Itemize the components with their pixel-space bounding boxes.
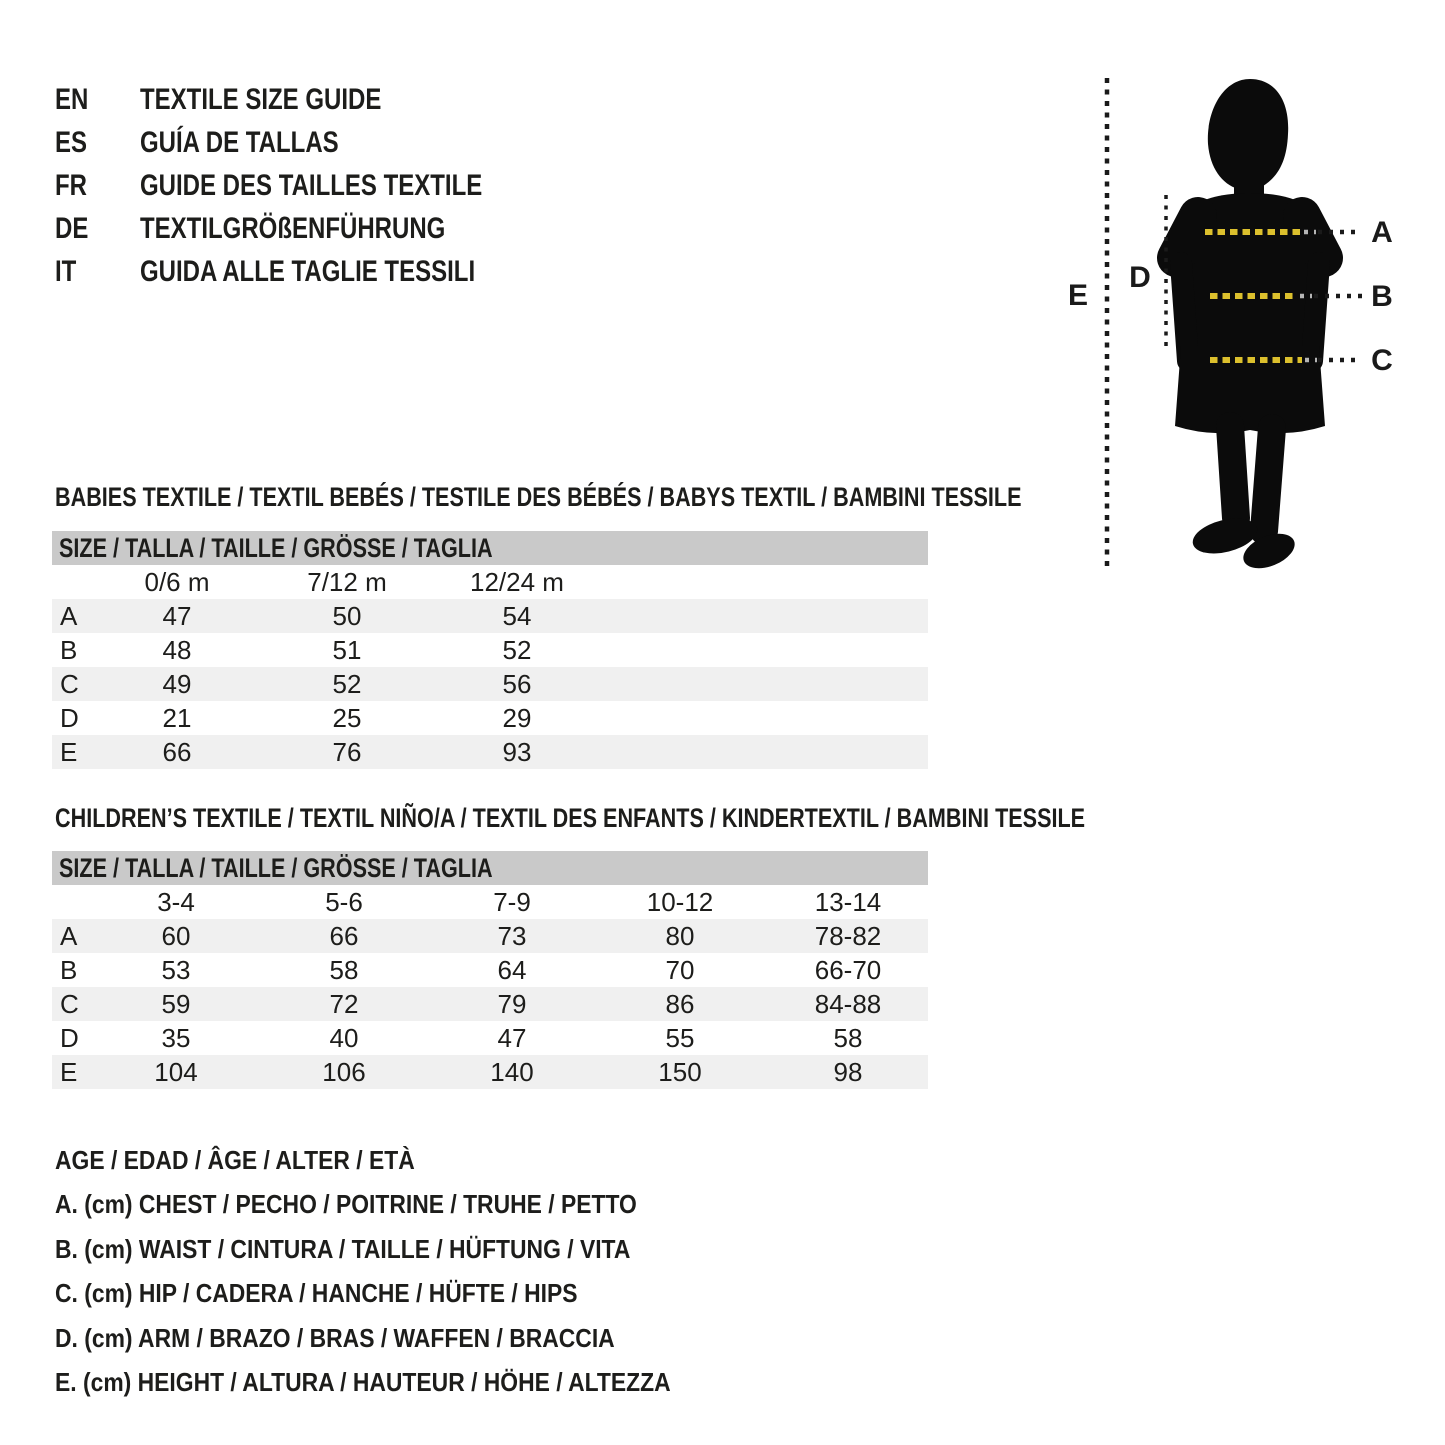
legend-arm: D. (cm) ARM / BRAZO / BRAS / WAFFEN / BRACCIA [55, 1322, 615, 1353]
title-es: GUÍA DE TALLAS [140, 125, 339, 159]
lang-row-de [55, 207, 568, 250]
table-row: D 35 40 47 55 58 [60, 1022, 863, 1053]
children-section-title: CHILDREN’S TEXTILE / TEXTIL NIÑO/A / TEXTIL DES ENFANTS / KINDERTEXTIL / BAMBINI TESSILE [55, 803, 1086, 833]
lang-code-it: IT [55, 254, 77, 288]
table-row: B 48 51 52 [60, 634, 532, 665]
table-row: C 49 52 56 [52, 667, 928, 701]
babies-col-1: 7/12 m [307, 566, 387, 597]
legend-age: AGE / EDAD / ÂGE / ALTER / ETÀ [55, 1144, 415, 1175]
lang-row-fr [55, 164, 568, 207]
children-column-header-row [52, 885, 928, 919]
label-c: C [1371, 344, 1393, 377]
table-row: A 47 50 54 [52, 599, 928, 633]
legend-hip: C. (cm) HIP / CADERA / HANCHE / HÜFTE / HIPS [55, 1278, 578, 1309]
title-fr: GUIDE DES TAILLES TEXTILE [140, 168, 483, 202]
babies-column-header-row [52, 565, 928, 599]
children-col-4: 13-14 [814, 886, 882, 917]
children-size-header-bar: SIZE / TALLA / TAILLE / GRÖSSE / TAGLIA [52, 851, 928, 885]
children-col-3: 10-12 [646, 886, 714, 917]
lang-row-it [55, 250, 568, 293]
label-b: B [1371, 280, 1393, 313]
babies-section-title: BABIES TEXTILE / TEXTIL BEBÉS / TESTILE DES BÉBÉS / BABYS TEXTIL / BAMBINI TESSILE [55, 482, 1022, 512]
lang-code-es: ES [55, 125, 88, 159]
table-row: C 59 72 79 86 84-88 [52, 987, 928, 1021]
babies-size-table [52, 531, 928, 769]
table-row: E 66 76 93 [52, 735, 928, 769]
measurement-legend [55, 1138, 755, 1405]
lang-code-de: DE [55, 211, 89, 245]
label-e: E [1067, 279, 1089, 312]
table-row: D 21 25 29 [60, 702, 532, 733]
babies-col-2: 12/24 m [470, 566, 564, 597]
children-col-0: 3-4 [157, 886, 195, 917]
table-row: E 104 106 140 150 98 [52, 1055, 928, 1089]
language-title-block [55, 78, 568, 293]
title-de: TEXTILGRÖßENFÜHRUNG [140, 211, 446, 245]
title-en: TEXTILE SIZE GUIDE [140, 82, 382, 116]
label-a: A [1371, 216, 1393, 249]
legend-chest: A. (cm) CHEST / PECHO / POITRINE / TRUHE / PETTO [55, 1189, 637, 1220]
measure-line-d [1129, 195, 1166, 352]
table-row: B 53 58 64 70 66-70 [60, 954, 882, 985]
lang-code-en: EN [55, 82, 89, 116]
children-col-1: 5-6 [325, 886, 363, 917]
babies-size-header-bar: SIZE / TALLA / TAILLE / GRÖSSE / TAGLIA [52, 531, 928, 565]
lang-row-es [55, 121, 568, 164]
label-d: D [1129, 261, 1151, 294]
lang-code-fr: FR [55, 168, 87, 202]
babies-col-0: 0/6 m [144, 566, 210, 597]
children-size-table [52, 851, 928, 1089]
lang-row-en [55, 78, 568, 121]
children-col-2: 7-9 [493, 886, 531, 917]
table-row: A 60 66 73 80 78-82 [52, 919, 928, 953]
legend-height: E. (cm) HEIGHT / ALTURA / HAUTEUR / HÖHE / ALTEZZA [55, 1367, 671, 1398]
legend-waist: B. (cm) WAIST / CINTURA / TAILLE / HÜFTUNG / VITA [55, 1233, 631, 1264]
title-it: GUIDA ALLE TAGLIE TESSILI [140, 254, 476, 288]
